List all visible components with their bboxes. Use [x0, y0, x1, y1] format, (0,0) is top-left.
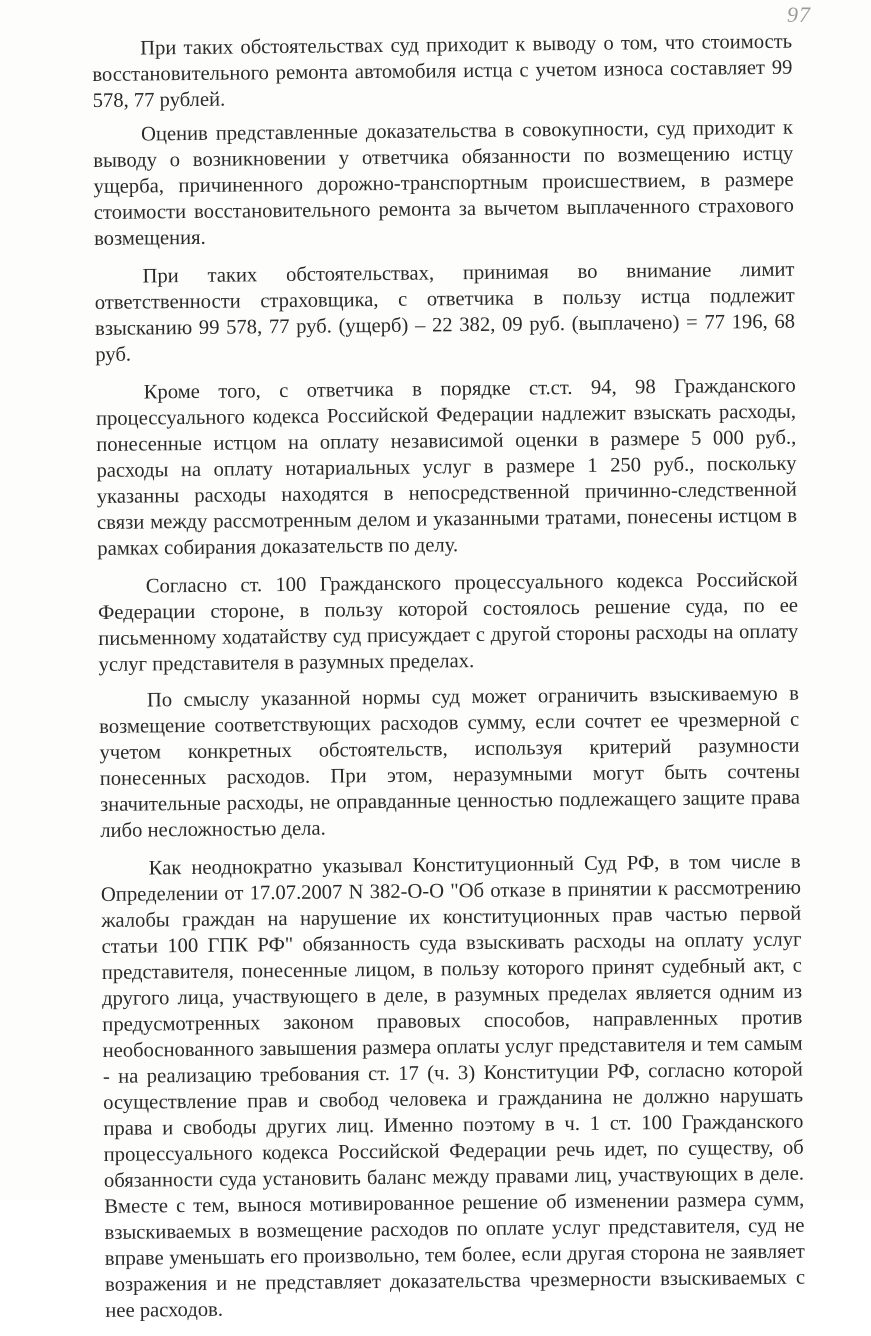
paragraph-5: Согласно ст. 100 Гражданского процессуального кодекса Российской Федерации стороне, в пользу которой состоялось решение суда, по ее письменному ходатайству суд присуждает с другой стороны расходы на оплату услуг представителя в разумных пределах.: [97, 568, 799, 676]
page-number: 97: [787, 2, 811, 27]
paragraph-1: При таких обстоятельствах суд приходит к выводу о том, что стоимость восстановительного ремонта автомобиля истца с учетом износа составляет 99 578, 77 рублей.: [92, 30, 793, 112]
paragraph-6: По смыслу указанной нормы суд может ограничить взыскиваемую в возмещение соответствующих расходов сумму, если сочтет ее чрезмерной с учетом конкретных обстоятельств, используя критерий разумности понесенных расходов. При этом, неразумными могут быть сочтены значительные расходы, не оправданные ценностью подлежащего защите права либо несложностью дела.: [99, 682, 801, 842]
paragraph-7: Как неоднократно указывал Конституционный Суд РФ, в том числе в Определении от 17.07.2007 N 382-О-О "Об отказе в принятии к рассмотрению жалобы граждан на нарушение их конституционных прав частью первой статьи 100 ГПК РФ" обязанность суда взыскивать расходы на оплату услуг представителя, понесенные лицом, в пользу которого принят судебный акт, с другого лица, участвующего в деле, в разумных пределах является одним из предусмотренных законом правовых способов, направленных против необоснованного завышения размера оплаты услуг представителя и тем самым - на реализацию требования ст. 17 (ч. 3) Конституции РФ, согласно которой осуществление прав и свобод человека и гражданина не должно нарушать права и свободы других лиц. Именно поэтому в ч. 1 ст. 100 Гражданского процессуального кодекса Российской Федерации речь идет, по существу, об обязанности суда установить баланс между правами лиц, участвующих в деле. Вместе с тем, вынося мотивированное решение об изменении размера сумм, взыскиваемых в возмещение расходов по оплате услуг представителя, суд не вправе уменьшать его произвольно, тем более, если другая сторона не заявляет возражения и не представляет доказательства чрезмерности взыскиваемых с нее расходов.: [100, 850, 806, 1322]
paragraph-3: При таких обстоятельствах, принимая во внимание лимит ответственности страховщика, с ответчика в пользу истца подлежит взысканию 99 578, 77 руб. (ущерб) – 22 382, 09 руб. (выплачено) = 77 196, 68 руб.: [94, 258, 796, 366]
paragraph-2: Оценив представленные доказательства в совокупности, суд приходит к выводу о возникновении у ответчика обязанности по возмещению истцу ущерба, причиненного дорожно-транспортным происшествием, в размере стоимости восстановительного ремонта за вычетом выплаченного страхового возмещения.: [93, 116, 794, 250]
document-text: [92, 29, 806, 1336]
paragraph-4: Кроме того, с ответчика в порядке ст.ст. 94, 98 Гражданского процессуального кодекса Российской Федерации надлежит взыскать расходы, понесенные истцом на оплату независимой оценки в размере 5 000 руб., расходы на оплату нотариальных услуг в размере 1 250 руб., поскольку указанны расходы находятся в непосредственной причинно-следственной связи между рассмотренным делом и указанными тратами, понесены истцом в рамках собирания доказательств по делу.: [95, 374, 798, 560]
